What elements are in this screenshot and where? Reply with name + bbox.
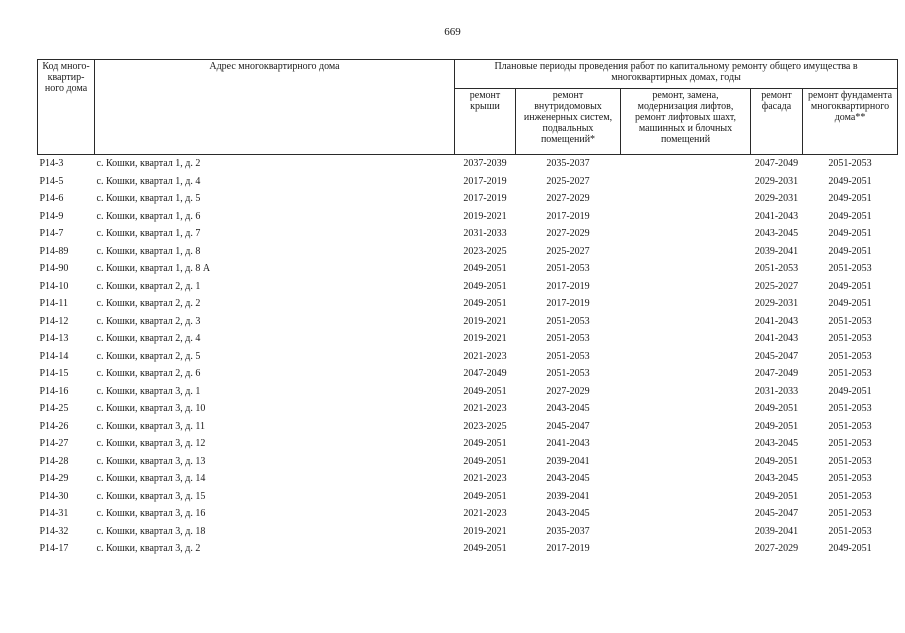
facade-period-cell: 2047-2049 xyxy=(754,368,799,380)
systems-period-cell: 2027-2029 xyxy=(546,193,590,205)
roof-period-cell: 2031-2033 xyxy=(463,228,507,240)
roof-period-cell: 2049-2051 xyxy=(463,298,507,310)
house-code-cell: P14-14 xyxy=(39,350,69,362)
facade-period-cell: 2029-2031 xyxy=(754,298,799,310)
foundation-period-cell: 2049-2051 xyxy=(828,175,872,187)
house-code-cell: P14-17 xyxy=(39,543,69,555)
foundation-period-cell: 2051-2053 xyxy=(828,368,872,380)
facade-period-cell: 2047-2049 xyxy=(754,158,799,170)
lifts-period-cell xyxy=(621,260,751,278)
table-row xyxy=(38,435,898,453)
table-row xyxy=(38,365,898,383)
lifts-period-cell xyxy=(621,173,751,191)
systems-period-cell: 2043-2045 xyxy=(546,403,590,415)
roof-period-cell: 2019-2021 xyxy=(463,525,507,537)
house-code-cell: P14-90 xyxy=(39,263,69,275)
facade-period-cell: 2043-2045 xyxy=(754,473,799,485)
foundation-period-cell: 2051-2053 xyxy=(828,350,872,362)
table-row xyxy=(38,173,898,191)
facade-period-cell: 2043-2045 xyxy=(754,228,799,240)
foundation-period-cell: 2051-2053 xyxy=(828,508,872,520)
table-row xyxy=(38,155,898,173)
lifts-period-cell xyxy=(621,470,751,488)
header-facade-repair: ремонт фасада xyxy=(751,89,803,155)
facade-period-cell: 2041-2043 xyxy=(754,315,799,327)
table-row xyxy=(38,523,898,541)
systems-period-cell: 2027-2029 xyxy=(546,385,590,397)
table-row xyxy=(38,470,898,488)
systems-period-cell: 2051-2053 xyxy=(546,263,590,275)
house-code-cell: P14-9 xyxy=(39,210,64,222)
table-row xyxy=(38,348,898,366)
table-row xyxy=(38,295,898,313)
roof-period-cell: 2023-2025 xyxy=(463,245,507,257)
address-cell: с. Кошки, квартал 3, д. 15 xyxy=(96,490,206,502)
facade-period-cell: 2039-2041 xyxy=(754,525,799,537)
roof-period-cell: 2019-2021 xyxy=(463,315,507,327)
lifts-period-cell xyxy=(621,295,751,313)
address-cell: с. Кошки, квартал 2, д. 4 xyxy=(96,333,201,345)
lifts-period-cell xyxy=(621,208,751,226)
address-cell: с. Кошки, квартал 2, д. 2 xyxy=(96,298,201,310)
roof-period-cell: 2017-2019 xyxy=(463,175,507,187)
house-code-cell: P14-6 xyxy=(39,193,64,205)
facade-period-cell: 2045-2047 xyxy=(754,350,799,362)
table-row xyxy=(38,243,898,261)
facade-period-cell: 2049-2051 xyxy=(754,455,799,467)
table-row xyxy=(38,208,898,226)
house-code-cell: P14-13 xyxy=(39,333,69,345)
address-cell: с. Кошки, квартал 2, д. 3 xyxy=(96,315,201,327)
address-cell: с. Кошки, квартал 1, д. 7 xyxy=(96,228,201,240)
table-row xyxy=(38,278,898,296)
lifts-period-cell xyxy=(621,348,751,366)
foundation-period-cell: 2051-2053 xyxy=(828,403,872,415)
lifts-period-cell xyxy=(621,383,751,401)
roof-period-cell: 2049-2051 xyxy=(463,385,507,397)
table-row xyxy=(38,418,898,436)
systems-period-cell: 2017-2019 xyxy=(546,298,590,310)
systems-period-cell: 2051-2053 xyxy=(546,315,590,327)
lifts-period-cell xyxy=(621,400,751,418)
house-code-cell: P14-12 xyxy=(39,315,69,327)
roof-period-cell: 2019-2021 xyxy=(463,210,507,222)
lifts-period-cell xyxy=(621,505,751,523)
header-address: Адрес многоквартирного дома xyxy=(95,60,455,155)
house-code-cell: P14-5 xyxy=(39,175,64,187)
table-row xyxy=(38,488,898,506)
foundation-period-cell: 2049-2051 xyxy=(828,385,872,397)
foundation-period-cell: 2051-2053 xyxy=(828,473,872,485)
address-cell: с. Кошки, квартал 3, д. 16 xyxy=(96,508,206,520)
roof-period-cell: 2037-2039 xyxy=(463,158,507,170)
facade-period-cell: 2039-2041 xyxy=(754,245,799,257)
house-code-cell: P14-32 xyxy=(39,525,69,537)
house-code-cell: P14-29 xyxy=(39,473,69,485)
table-row xyxy=(38,505,898,523)
lifts-period-cell xyxy=(621,523,751,541)
facade-period-cell: 2031-2033 xyxy=(754,385,799,397)
facade-period-cell: 2041-2043 xyxy=(754,333,799,345)
systems-period-cell: 2051-2053 xyxy=(546,333,590,345)
capital-repair-table xyxy=(37,59,898,558)
house-code-cell: P14-27 xyxy=(39,438,69,450)
foundation-period-cell: 2051-2053 xyxy=(828,438,872,450)
foundation-period-cell: 2049-2051 xyxy=(828,543,872,555)
lifts-period-cell xyxy=(621,365,751,383)
facade-period-cell: 2049-2051 xyxy=(754,403,799,415)
house-code-cell: P14-28 xyxy=(39,455,69,467)
lifts-period-cell xyxy=(621,540,751,558)
systems-period-cell: 2051-2053 xyxy=(546,368,590,380)
house-code-cell: P14-15 xyxy=(39,368,69,380)
foundation-period-cell: 2049-2051 xyxy=(828,280,872,292)
house-code-cell: P14-16 xyxy=(39,385,69,397)
address-cell: с. Кошки, квартал 2, д. 5 xyxy=(96,350,201,362)
lifts-period-cell xyxy=(621,453,751,471)
page-number: 669 xyxy=(444,26,461,38)
foundation-period-cell: 2051-2053 xyxy=(828,455,872,467)
table-row xyxy=(38,313,898,331)
roof-period-cell: 2049-2051 xyxy=(463,490,507,502)
lifts-period-cell xyxy=(621,155,751,173)
address-cell: с. Кошки, квартал 2, д. 6 xyxy=(96,368,201,380)
systems-period-cell: 2043-2045 xyxy=(546,473,590,485)
address-cell: с. Кошки, квартал 3, д. 11 xyxy=(96,420,206,432)
address-cell: с. Кошки, квартал 3, д. 12 xyxy=(96,438,206,450)
foundation-period-cell: 2049-2051 xyxy=(828,193,872,205)
address-cell: с. Кошки, квартал 1, д. 4 xyxy=(96,175,201,187)
foundation-period-cell: 2051-2053 xyxy=(828,315,872,327)
table-row xyxy=(38,400,898,418)
systems-period-cell: 2025-2027 xyxy=(546,175,590,187)
header-foundation-repair: ремонт фундамента многоквартирного дома** xyxy=(803,89,898,155)
systems-period-cell: 2017-2019 xyxy=(546,543,590,555)
house-code-cell: P14-11 xyxy=(39,298,69,310)
lifts-period-cell xyxy=(621,225,751,243)
table-row xyxy=(38,260,898,278)
header-roof-repair: ремонт крыши xyxy=(455,89,516,155)
roof-period-cell: 2021-2023 xyxy=(463,403,507,415)
table-row xyxy=(38,190,898,208)
house-code-cell: P14-89 xyxy=(39,245,69,257)
foundation-period-cell: 2051-2053 xyxy=(828,158,872,170)
header-engineering-systems-repair: ремонт внутридомовых инженерных систем, подвальных помещений* xyxy=(516,89,621,155)
lifts-period-cell xyxy=(621,313,751,331)
systems-period-cell: 2017-2019 xyxy=(546,280,590,292)
house-code-cell: P14-3 xyxy=(39,158,64,170)
systems-period-cell: 2045-2047 xyxy=(546,420,590,432)
foundation-period-cell: 2049-2051 xyxy=(828,210,872,222)
address-cell: с. Кошки, квартал 3, д. 18 xyxy=(96,525,206,537)
roof-period-cell: 2023-2025 xyxy=(463,420,507,432)
house-code-cell: P14-7 xyxy=(39,228,64,240)
house-code-cell: P14-26 xyxy=(39,420,69,432)
house-code-cell: P14-25 xyxy=(39,403,69,415)
systems-period-cell: 2043-2045 xyxy=(546,508,590,520)
lifts-period-cell xyxy=(621,330,751,348)
lifts-period-cell xyxy=(621,488,751,506)
table-row xyxy=(38,330,898,348)
facade-period-cell: 2049-2051 xyxy=(754,420,799,432)
roof-period-cell: 2049-2051 xyxy=(463,280,507,292)
facade-period-cell: 2041-2043 xyxy=(754,210,799,222)
address-cell: с. Кошки, квартал 1, д. 5 xyxy=(96,193,201,205)
roof-period-cell: 2047-2049 xyxy=(463,368,507,380)
systems-period-cell: 2025-2027 xyxy=(546,245,590,257)
address-cell: с. Кошки, квартал 3, д. 2 xyxy=(96,543,201,555)
systems-period-cell: 2039-2041 xyxy=(546,490,590,502)
facade-period-cell: 2051-2053 xyxy=(754,263,799,275)
address-cell: с. Кошки, квартал 3, д. 14 xyxy=(96,473,206,485)
roof-period-cell: 2049-2051 xyxy=(463,263,507,275)
address-cell: с. Кошки, квартал 3, д. 1 xyxy=(96,385,201,397)
systems-period-cell: 2041-2043 xyxy=(546,438,590,450)
foundation-period-cell: 2051-2053 xyxy=(828,525,872,537)
table-body xyxy=(38,155,898,558)
address-cell: с. Кошки, квартал 1, д. 8 xyxy=(96,245,201,257)
foundation-period-cell: 2049-2051 xyxy=(828,245,872,257)
lifts-period-cell xyxy=(621,278,751,296)
address-cell: с. Кошки, квартал 1, д. 2 xyxy=(96,158,201,170)
facade-period-cell: 2029-2031 xyxy=(754,175,799,187)
foundation-period-cell: 2049-2051 xyxy=(828,228,872,240)
facade-period-cell: 2025-2027 xyxy=(754,280,799,292)
roof-period-cell: 2021-2023 xyxy=(463,473,507,485)
foundation-period-cell: 2049-2051 xyxy=(828,298,872,310)
foundation-period-cell: 2051-2053 xyxy=(828,263,872,275)
address-cell: с. Кошки, квартал 3, д. 13 xyxy=(96,455,206,467)
facade-period-cell: 2029-2031 xyxy=(754,193,799,205)
systems-period-cell: 2017-2019 xyxy=(546,210,590,222)
lifts-period-cell xyxy=(621,418,751,436)
facade-period-cell: 2045-2047 xyxy=(754,508,799,520)
roof-period-cell: 2019-2021 xyxy=(463,333,507,345)
facade-period-cell: 2049-2051 xyxy=(754,490,799,502)
header-house-code: Код много-квартир-ного дома xyxy=(38,60,95,155)
foundation-period-cell: 2051-2053 xyxy=(828,490,872,502)
systems-period-cell: 2027-2029 xyxy=(546,228,590,240)
lifts-period-cell xyxy=(621,243,751,261)
lifts-period-cell xyxy=(621,190,751,208)
address-cell: с. Кошки, квартал 3, д. 10 xyxy=(96,403,206,415)
table-row xyxy=(38,540,898,558)
roof-period-cell: 2049-2051 xyxy=(463,455,507,467)
address-cell: с. Кошки, квартал 1, д. 6 xyxy=(96,210,201,222)
house-code-cell: P14-31 xyxy=(39,508,69,520)
roof-period-cell: 2021-2023 xyxy=(463,350,507,362)
roof-period-cell: 2049-2051 xyxy=(463,543,507,555)
systems-period-cell: 2035-2037 xyxy=(546,158,590,170)
house-code-cell: P14-10 xyxy=(39,280,69,292)
foundation-period-cell: 2051-2053 xyxy=(828,333,872,345)
house-code-cell: P14-30 xyxy=(39,490,69,502)
address-cell: с. Кошки, квартал 1, д. 8 А xyxy=(96,263,211,275)
systems-period-cell: 2035-2037 xyxy=(546,525,590,537)
table-row xyxy=(38,383,898,401)
roof-period-cell: 2017-2019 xyxy=(463,193,507,205)
systems-period-cell: 2051-2053 xyxy=(546,350,590,362)
facade-period-cell: 2043-2045 xyxy=(754,438,799,450)
roof-period-cell: 2049-2051 xyxy=(463,438,507,450)
table-row xyxy=(38,453,898,471)
table-row xyxy=(38,225,898,243)
header-lift-repair: ремонт, замена, модернизация лифтов, ремонт лифтовых шахт, машинных и блочных помещений xyxy=(621,89,751,155)
header-planned-periods: Плановые периоды проведения работ по капитальному ремонту общего имущества в многоквартирных домах, годы xyxy=(455,60,898,89)
foundation-period-cell: 2051-2053 xyxy=(828,420,872,432)
systems-period-cell: 2039-2041 xyxy=(546,455,590,467)
lifts-period-cell xyxy=(621,435,751,453)
address-cell: с. Кошки, квартал 2, д. 1 xyxy=(96,280,201,292)
facade-period-cell: 2027-2029 xyxy=(754,543,799,555)
roof-period-cell: 2021-2023 xyxy=(463,508,507,520)
